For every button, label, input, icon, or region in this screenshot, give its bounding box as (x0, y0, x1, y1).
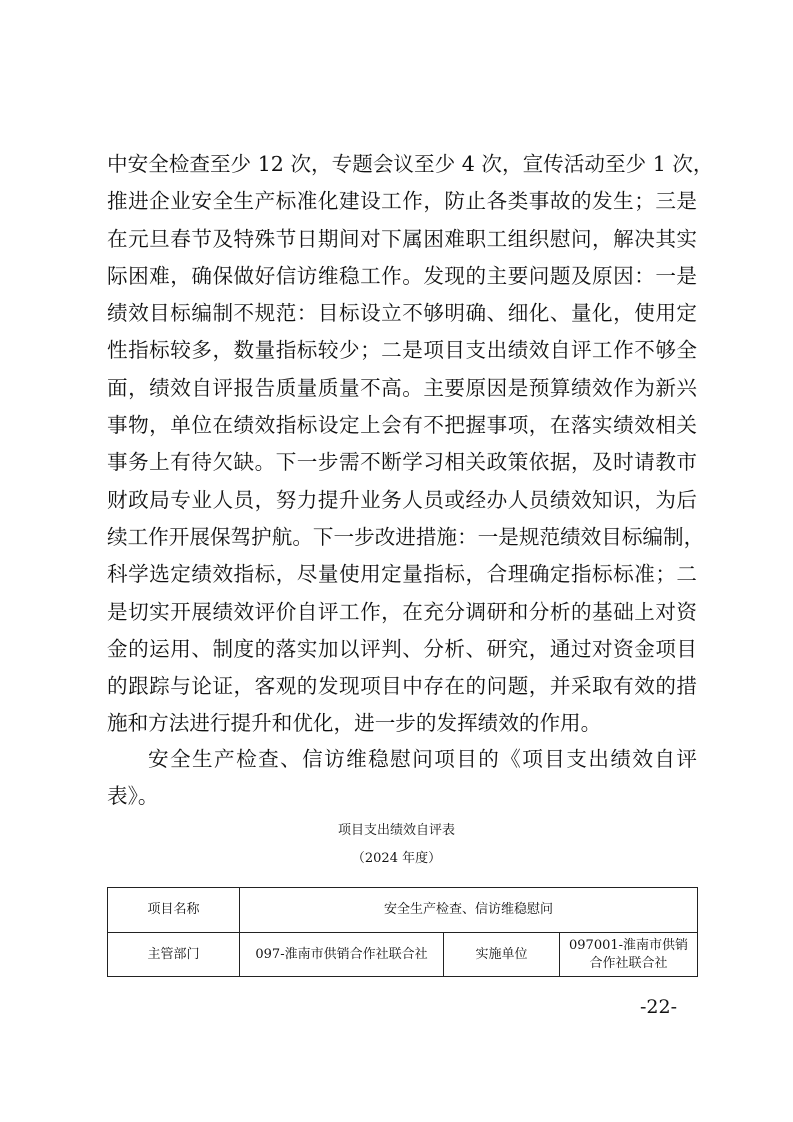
page-number: -22- (640, 996, 678, 1018)
text-line: 事务上有待欠缺。下一步需不断学习相关政策依据，及时请教市 (107, 450, 697, 475)
text-line: 续工作开展保驾护航。下一步改进措施：一是规范绩效目标编制， (107, 524, 705, 549)
paragraph-2 (107, 741, 697, 816)
text-line: 金的运用、制度的落实加以评判、分析、研究，通过对资金项目 (107, 636, 697, 661)
text-line: 性指标较多，数量指标较少；二是项目支出绩效自评工作不够全 (107, 338, 697, 363)
impl-value: 097001-淮南市供销合作社联合社 (560, 933, 698, 977)
project-name-label: 项目名称 (108, 888, 240, 933)
dept-label: 主管部门 (108, 933, 240, 977)
paragraph-1 (107, 146, 714, 743)
dept-value: 097-淮南市供销合作社联合社 (240, 933, 444, 977)
table-row (108, 888, 698, 933)
text-line: 科学选定绩效指标，尽量使用定量指标，合理确定指标标准；二 (107, 562, 697, 587)
text-line: 施和方法进行提升和优化，进一步的发挥绩效的作用。 (107, 711, 602, 736)
text-line: 财政局专业人员，努力提升业务人员或经办人员绩效知识，为后 (107, 487, 697, 512)
text-line: 中安全检查至少 12 次，专题会议至少 4 次，宣传活动至少 1 次， (107, 152, 714, 176)
table-title: 项目支出绩效自评表 (337, 823, 455, 838)
text-line: 的跟踪与论证，客观的发现项目中存在的问题，并采取有效的措 (107, 674, 697, 699)
text-line: 表》。 (107, 784, 159, 809)
project-name-value: 安全生产检查、信访维稳慰问 (240, 888, 698, 933)
text-line: 推进企业安全生产标准化建设工作，防止各类事故的发生；三是 (107, 189, 697, 214)
self-evaluation-table (107, 887, 698, 977)
table-row (108, 933, 698, 977)
text-line: 是切实开展绩效评价自评工作，在充分调研和分析的基础上对资 (107, 599, 697, 624)
impl-label: 实施单位 (444, 933, 560, 977)
text-line: 事物，单位在绩效指标设定上会有不把握事项，在落实绩效相关 (107, 413, 697, 438)
text-line: 在元旦春节及特殊节日期间对下属困难职工组织慰问，解决其实 (107, 226, 697, 251)
text-line: 绩效目标编制不规范：目标设立不够明确、细化、量化，使用定 (107, 301, 697, 326)
text-line: 面，绩效自评报告质量质量不高。主要原因是预算绩效作为新兴 (107, 375, 697, 400)
table-subtitle: （2024 年度） (351, 851, 442, 866)
text-line: 际困难，确保做好信访维稳工作。发现的主要问题及原因：一是 (107, 263, 697, 288)
text-line: 安全生产检查、信访维稳慰问项目的《项目支出绩效自评 (148, 747, 697, 771)
